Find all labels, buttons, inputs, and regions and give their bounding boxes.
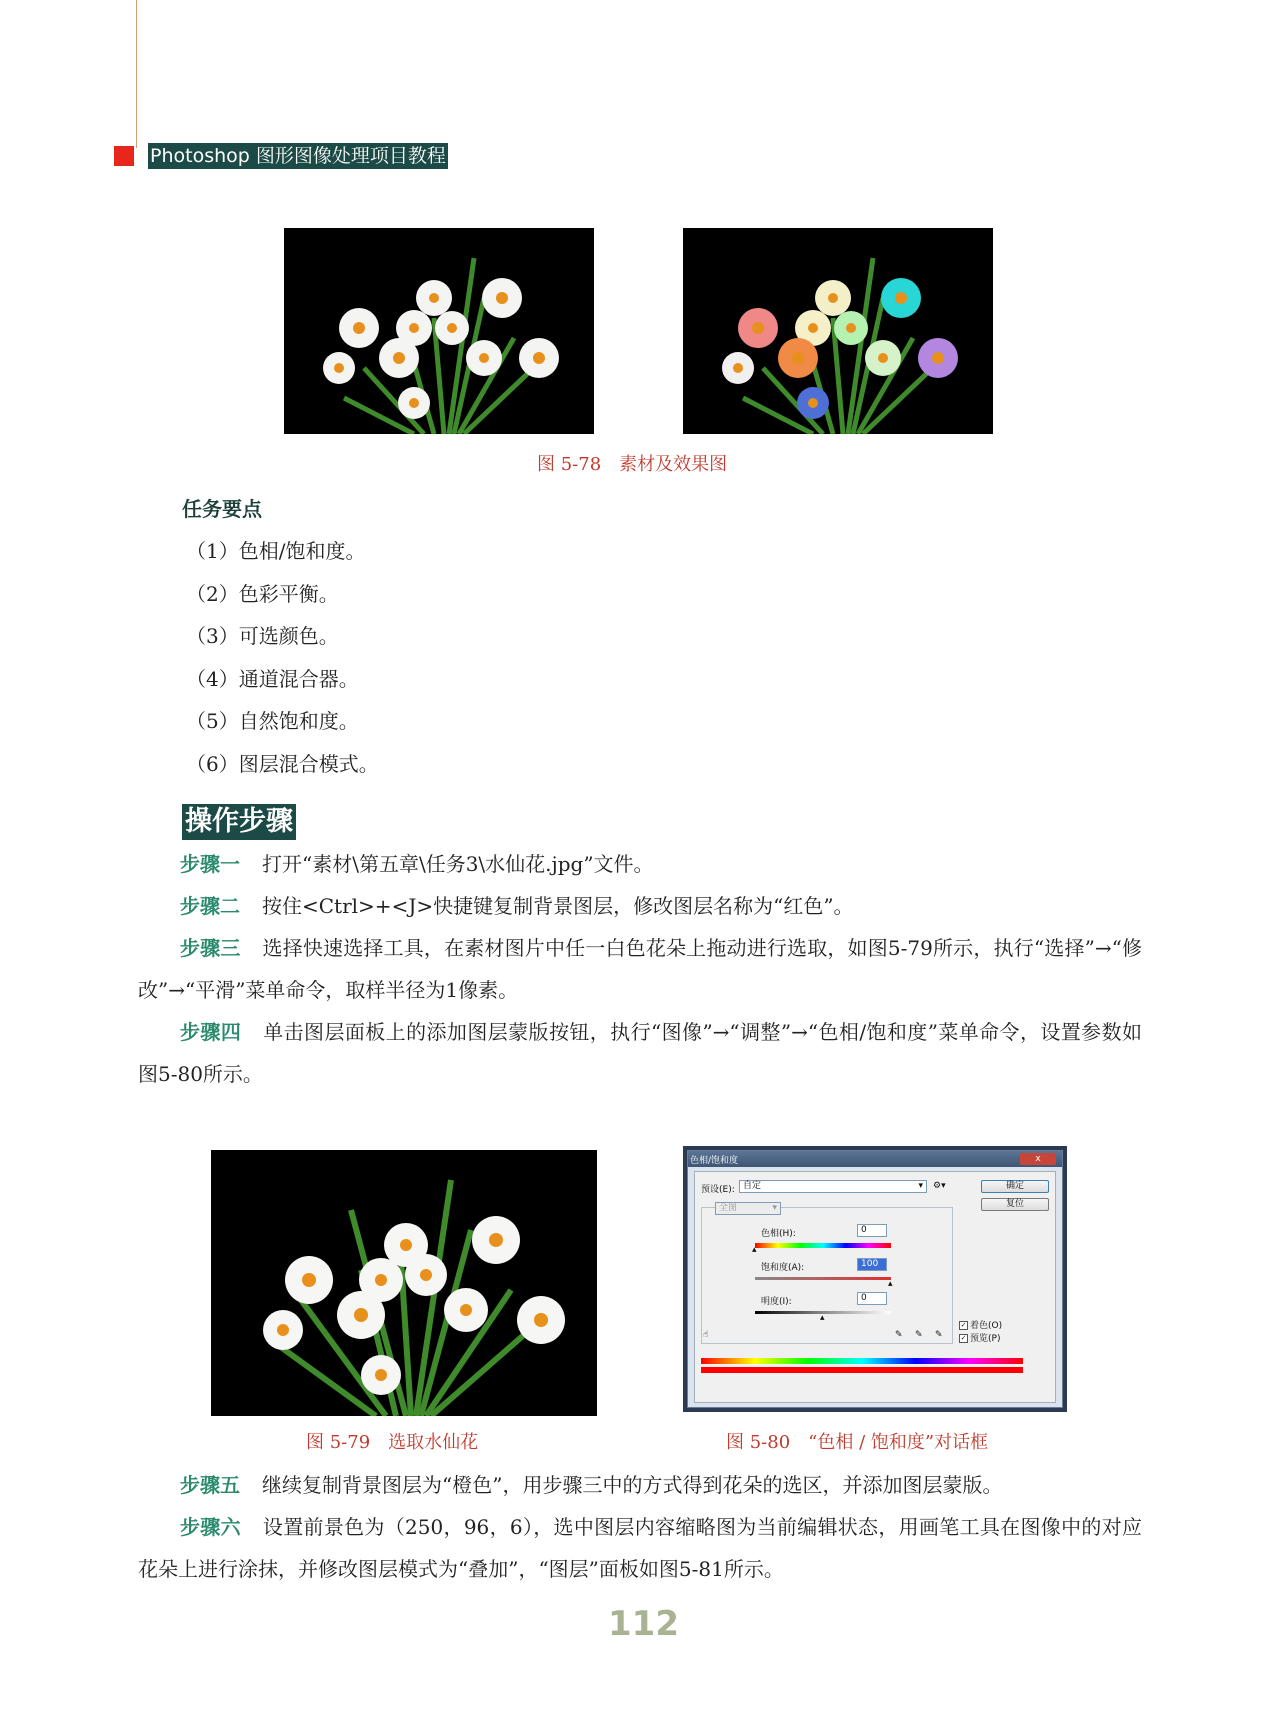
ok-button[interactable]: 确定 xyxy=(981,1180,1049,1193)
dialog-title: 色相/饱和度 xyxy=(690,1156,739,1166)
channel-select[interactable] xyxy=(715,1202,781,1215)
saturation-slider-track[interactable] xyxy=(755,1277,891,1280)
figure-5-78-original-image xyxy=(284,228,594,434)
step-text: 设置前景色为（250，96，6），选中图层内容缩略图为当前编辑状态，用画笔工具在图像中的对应花朵上进行涂抹，并修改图层模式为“叠加”，“图层”面板如图5-81所示。 xyxy=(138,1515,1143,1581)
step-label: 步骤三 xyxy=(180,936,241,960)
hue-slider-handle[interactable]: ▴ xyxy=(752,1245,757,1255)
gear-icon[interactable]: ⚙▾ xyxy=(933,1181,946,1191)
checkbox-icon: ✓ xyxy=(960,1321,967,1329)
task-points-title: 任务要点 xyxy=(182,497,262,521)
hue-slider-track[interactable] xyxy=(755,1243,891,1248)
dialog-body xyxy=(694,1171,1056,1403)
step-label: 步骤六 xyxy=(180,1515,241,1539)
book-title: Photoshop 图形图像处理项目教程 xyxy=(150,145,446,167)
lightness-input[interactable]: 0 xyxy=(857,1292,887,1305)
hue-label: 色相(H): xyxy=(761,1229,796,1239)
step-label: 步骤一 xyxy=(180,852,240,876)
eyedropper-icon[interactable]: ✎ xyxy=(895,1330,903,1340)
lightness-slider-handle[interactable]: ▴ xyxy=(820,1313,825,1323)
close-button[interactable]: x xyxy=(1020,1153,1056,1165)
saturation-slider-handle[interactable]: ▴ xyxy=(888,1279,893,1289)
lightness-label: 明度(I): xyxy=(761,1297,792,1307)
reset-button[interactable]: 复位 xyxy=(981,1198,1049,1211)
task-point-item: （2）色彩平衡。 xyxy=(186,582,339,606)
step-paragraph xyxy=(138,843,1142,885)
margin-rule xyxy=(136,0,137,148)
task-point-item: （5）自然饱和度。 xyxy=(186,709,359,733)
preset-label: 预设(E): xyxy=(701,1185,735,1195)
step-label: 步骤二 xyxy=(180,894,240,918)
step-text: 打开“素材\第五章\任务3\水仙花.jpg”文件。 xyxy=(262,852,654,876)
task-point-item: （4）通道混合器。 xyxy=(186,667,359,691)
colorize-checkbox[interactable] xyxy=(959,1318,1002,1331)
step-text: 继续复制背景图层为“橙色”，用步骤三中的方式得到花朵的选区，并添加图层蒙版。 xyxy=(262,1473,1003,1497)
channel-value: 全图 xyxy=(719,1203,738,1213)
step-paragraph xyxy=(138,1464,1142,1506)
step-text: 单击图层面板上的添加图层蒙版按钮，执行“图像”→“调整”→“色相/饱和度”菜单命令，设置参数如图5-80所示。 xyxy=(138,1020,1142,1086)
hue-saturation-dialog-screenshot xyxy=(683,1146,1067,1412)
colorize-label: 着色(O) xyxy=(970,1321,1003,1331)
figure-5-79-caption: 图 5-79 选取水仙花 xyxy=(306,1432,479,1453)
preset-select[interactable] xyxy=(739,1180,927,1193)
step-paragraph xyxy=(138,1011,1142,1095)
hand-tool-icon[interactable]: ☝ xyxy=(703,1330,709,1340)
saturation-label: 饱和度(A): xyxy=(761,1263,805,1273)
hue-input[interactable]: 0 xyxy=(857,1224,887,1237)
step-label: 步骤四 xyxy=(180,1020,242,1044)
step-label: 步骤五 xyxy=(180,1473,240,1497)
figure-5-79-image xyxy=(211,1150,597,1416)
task-point-item: （1）色相/饱和度。 xyxy=(186,539,366,563)
chevron-down-icon: ▾ xyxy=(918,1181,923,1191)
output-color-bar xyxy=(701,1367,1023,1373)
step-text: 按住<Ctrl>+<J>快捷键复制背景图层，修改图层名称为“红色”。 xyxy=(262,894,854,918)
figure-5-78-effect-image xyxy=(683,228,993,434)
adjust-group xyxy=(701,1207,953,1344)
input-color-bar xyxy=(701,1358,1023,1364)
step-text: 选择快速选择工具，在素材图片中任一白色花朵上拖动进行选取，如图5-79所示，执行“选择”→“修改”→“平滑”菜单命令，取样半径为1像素。 xyxy=(138,936,1142,1002)
preview-label: 预览(P) xyxy=(970,1334,1001,1344)
hue-saturation-dialog xyxy=(687,1150,1063,1408)
page-number: 112 xyxy=(608,1604,679,1644)
steps-block-1 xyxy=(138,843,1142,1095)
header-marker xyxy=(114,146,134,166)
figure-5-78-caption: 图 5-78 素材及效果图 xyxy=(537,454,728,475)
task-point-item: （6）图层混合模式。 xyxy=(186,752,379,776)
chevron-down-icon: ▾ xyxy=(772,1203,777,1213)
figure-5-80-caption: 图 5-80 “色相 / 饱和度”对话框 xyxy=(726,1432,989,1453)
checkbox-icon: ✓ xyxy=(960,1334,967,1342)
steps-block-2 xyxy=(138,1464,1142,1590)
eyedropper-minus-icon[interactable]: ✎ xyxy=(935,1330,943,1340)
preset-value: 自定 xyxy=(743,1181,762,1191)
preview-checkbox[interactable] xyxy=(959,1331,1000,1344)
dialog-titlebar xyxy=(688,1151,1062,1167)
operations-title: 操作步骤 xyxy=(182,804,296,840)
eyedropper-plus-icon[interactable]: ✎ xyxy=(915,1330,923,1340)
saturation-input[interactable]: 100 xyxy=(857,1258,887,1271)
task-point-item: （3）可选颜色。 xyxy=(186,624,339,648)
step-paragraph xyxy=(138,885,1142,927)
step-paragraph xyxy=(138,927,1142,1011)
step-paragraph xyxy=(138,1506,1142,1590)
